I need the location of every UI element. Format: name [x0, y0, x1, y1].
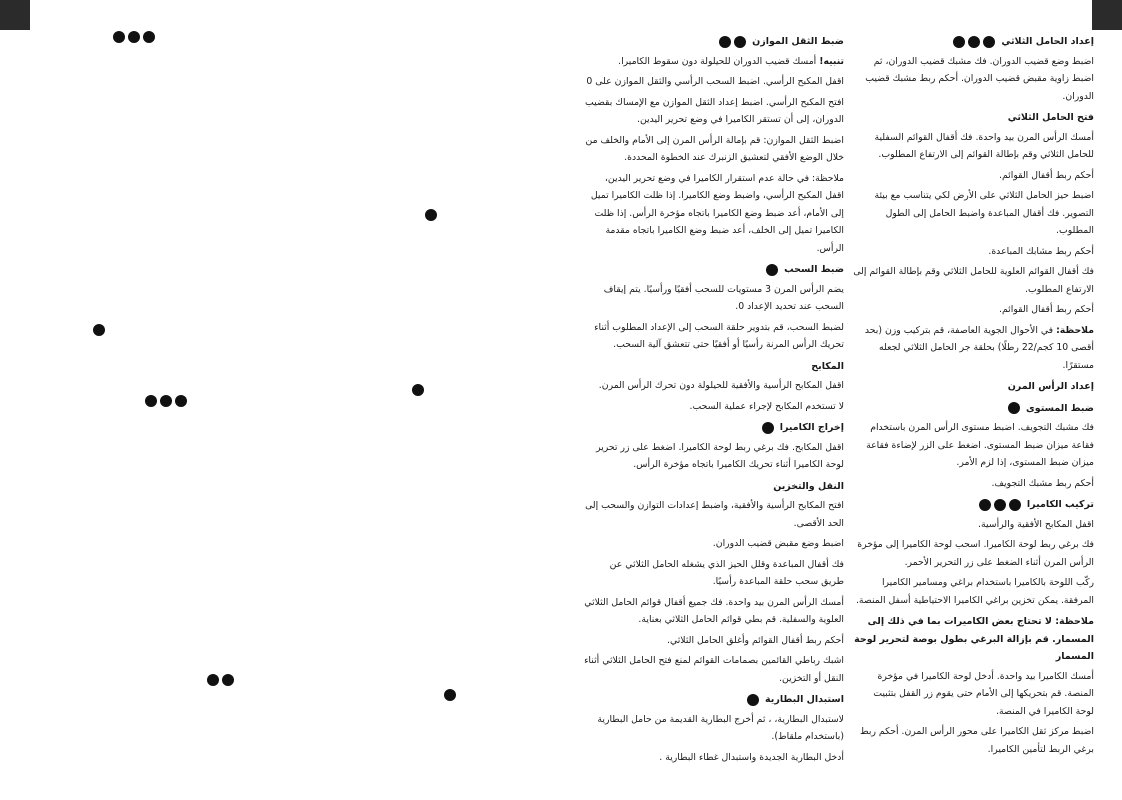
- section-heading: إعداد الرأس المرن: [1007, 381, 1094, 392]
- paragraph: لاستبدال البطارية، ، ثم أخرج البطارية القديمة من حامل البطارية (باستخدام ملقاط).: [597, 713, 844, 742]
- paragraph: اشبك رباطي القائمين بصمامات القوائم لمنع فتح الحامل الثلاثي أثناء النقل أو التخزين.: [584, 655, 844, 684]
- paragraph: اضبط الثقل الموازن: قم بإمالة الرأس المرن إلى الأمام والخلف من خلال الوضع الأفقي لتعشيق الزنبرك عند الخطوة المحددة.: [585, 134, 844, 163]
- callout-dot: [412, 384, 424, 396]
- section-heading: النقل والتخزين: [773, 480, 844, 492]
- paragraph: أمسك الرأس المرن بيد واحدة. فك جميع أقفال قوائم الحامل الثلاثي العلوية والسفلية. قم بطي قوائم الحامل الثلاثي بعناية.: [584, 596, 844, 625]
- paragraph: أمسك الكاميرا بيد واحدة. أدخل لوحة الكاميرا في مؤخرة المنصة. قم بتحريكها إلى الأمام حتى يقوم زر القفل بتثبيت لوحة الكاميرا في المنصة.: [873, 670, 1094, 717]
- callout-dots-3: [113, 31, 155, 43]
- paragraph: أحكم ربط أقفال القوائم.: [999, 304, 1094, 315]
- note: ملاحظة: في الأحوال الجوية العاصفة، قم بتركيب وزن (بحد أقصى 10 كجم/22 رطلًا) بحلقة جر الحامل الثلاثي لجعله مستقرًا.: [864, 324, 1094, 371]
- callout-dot: [93, 324, 105, 336]
- paragraph: يضم الرأس المرن 3 مستويات للسحب أفقيًا ورأسيًا. يتم إيقاف السحب عند تحديد الإعداد 0.: [603, 283, 844, 312]
- paragraph: اضبط مركز ثقل الكاميرا على محور الرأس المرن. أحكم ربط برغي الربط لتأمين الكاميرا.: [860, 726, 1094, 755]
- paragraph: اقفل المكابح الأفقية والرأسية.: [978, 518, 1094, 530]
- section-heading: استبدال البطارية: [584, 691, 844, 709]
- paragraph: اضبط وضع مقبض قضيب الدوران.: [712, 538, 844, 549]
- paragraph: أحكم ربط مشابك المباعدة.: [988, 245, 1094, 257]
- note: ملاحظة: لا تحتاج بعض الكاميرات بما في ذلك إلى المسمار. قم بإزالة البرغي بطول بوصة لتحرير لوحة المسمار: [854, 616, 1094, 662]
- middle-column: [584, 29, 844, 769]
- subsection-heading: ضبط المستوى: [852, 400, 1094, 418]
- corner-mark-right: [1092, 0, 1122, 30]
- paragraph: أحكم ربط أقفال القوائم وأغلق الحامل الثلاثي.: [667, 634, 844, 646]
- section-heading: فتح الحامل الثلاثي: [1007, 112, 1094, 123]
- section-heading: إخراج الكاميرا: [584, 419, 844, 437]
- paragraph: لضبط السحب، قم بتدوير حلقة السحب إلى الإعداد المطلوب أثناء تحريك الرأس المرنة رأسيًا أو أفقيًا حتى تتعشق آلية السحب.: [594, 321, 844, 350]
- paragraph: افتح المكابح الرأسية والأفقية، واضبط إعدادات التوازن والسحب إلى الحد الأقصى.: [585, 500, 844, 529]
- paragraph: افتح المكبح الرأسي. اضبط إعداد الثقل الموازن مع الإمساك بقضيب الدوران، إلى أن تستقر الكاميرا في وضع تحرير اليدين.: [585, 96, 844, 125]
- section-heading: ضبط الثقل الموازن: [584, 33, 844, 51]
- callout-dots-2: [207, 674, 234, 686]
- callout-dot: [444, 689, 456, 701]
- paragraph: لا تستخدم المكابح لإجراء عملية السحب.: [689, 400, 844, 412]
- paragraph: ركّب اللوحة بالكاميرا باستخدام براغي ومسامير الكاميرا المرفقة. يمكن تخزين براغي الكاميرا الاحتياطية أسفل المنصة.: [855, 577, 1094, 606]
- subsection-heading: تركيب الكاميرا: [852, 496, 1094, 514]
- paragraph: فك أقفال القوائم العلوية للحامل الثلاثي وقم بإطالة القوائم إلى الارتفاع المطلوب.: [853, 266, 1094, 295]
- section-heading: إعداد الحامل الثلاثي: [852, 33, 1094, 51]
- paragraph: اضبط وضع قضيب الدوران. فك مشبك قضيب الدوران، ثم اضبط زاوية مقبض قضيب الدوران. أحكم ربط مشبك قضيب الدوران.: [865, 55, 1094, 102]
- paragraph: اضبط حيز الحامل الثلاثي على الأرض لكي يتناسب مع بيئة التصوير. فك أقفال المباعدة واضبط الحامل إلى الطول المطلوب.: [874, 190, 1094, 236]
- paragraph: فك أقفال المباعدة وقلل الحيز الذي يشغله الحامل الثلاثي عن طريق سحب حلقة المباعدة رأسيًا.: [609, 558, 844, 587]
- callout-dot: [425, 209, 437, 221]
- paragraph: اقفل المكابح. فك برغي ربط لوحة الكاميرا. اضغط على زر تحرير لوحة الكاميرا أثناء تحريك الكاميرا باتجاه مؤخرة الرأس.: [596, 441, 844, 470]
- paragraph: فك مشبك التجويف. اضبط مستوى الرأس المرن باستخدام فقاعة ميزان ضبط المستوى. اضغط على الزر لإضاءة فقاعة ميزان ضبط المستوى، إذا لزم الأمر.: [866, 422, 1094, 468]
- warning: تنبيه! أمسك قضيب الدوران للحيلولة دون سقوط الكاميرا.: [618, 55, 844, 67]
- corner-mark-left: [0, 0, 30, 30]
- subsection-heading: ضبط السحب: [584, 261, 844, 279]
- paragraph: أحكم ربط أقفال القوائم.: [999, 169, 1094, 181]
- note: ملاحظة: في حالة عدم استقرار الكاميرا في وضع تحرير اليدين، اقفل المكبح الرأسي، واضبط وضع الكاميرا. إذا ظلت الكاميرا تميل إلى الأمام، أعد ضبط وضع الكاميرا باتجاه مؤخرة الرأس. إذا ظلت الكاميرا تميل إلى الخلف، أعد ضبط وضع الكاميرا باتجاه مقدمة الرأس.: [590, 172, 844, 254]
- paragraph: أدخل البطارية الجديدة واستبدال غطاء البطارية .: [659, 751, 844, 763]
- right-column: [852, 29, 1094, 761]
- paragraph: اقفل المكبح الرأسي. اضبط السحب الرأسي والثقل الموازن على 0: [586, 76, 844, 87]
- paragraph: فك برغي ربط لوحة الكاميرا. اسحب لوحة الكاميرا إلى مؤخرة الرأس المرن أثناء الضغط على زر التحرير الأحمر.: [857, 539, 1094, 568]
- paragraph: أحكم ربط مشبك التجويف.: [991, 477, 1094, 489]
- paragraph: اقفل المكابح الرأسية والأفقية للحيلولة دون تحرك الرأس المرن.: [598, 380, 844, 391]
- paragraph: أمسك الرأس المرن بيد واحدة. فك أقفال القوائم السفلية للحامل الثلاثي وقم بإطالة القوائم إلى الارتفاع المطلوب.: [874, 131, 1094, 160]
- callout-dots-3: [145, 395, 187, 407]
- section-heading: المكابح: [811, 360, 844, 372]
